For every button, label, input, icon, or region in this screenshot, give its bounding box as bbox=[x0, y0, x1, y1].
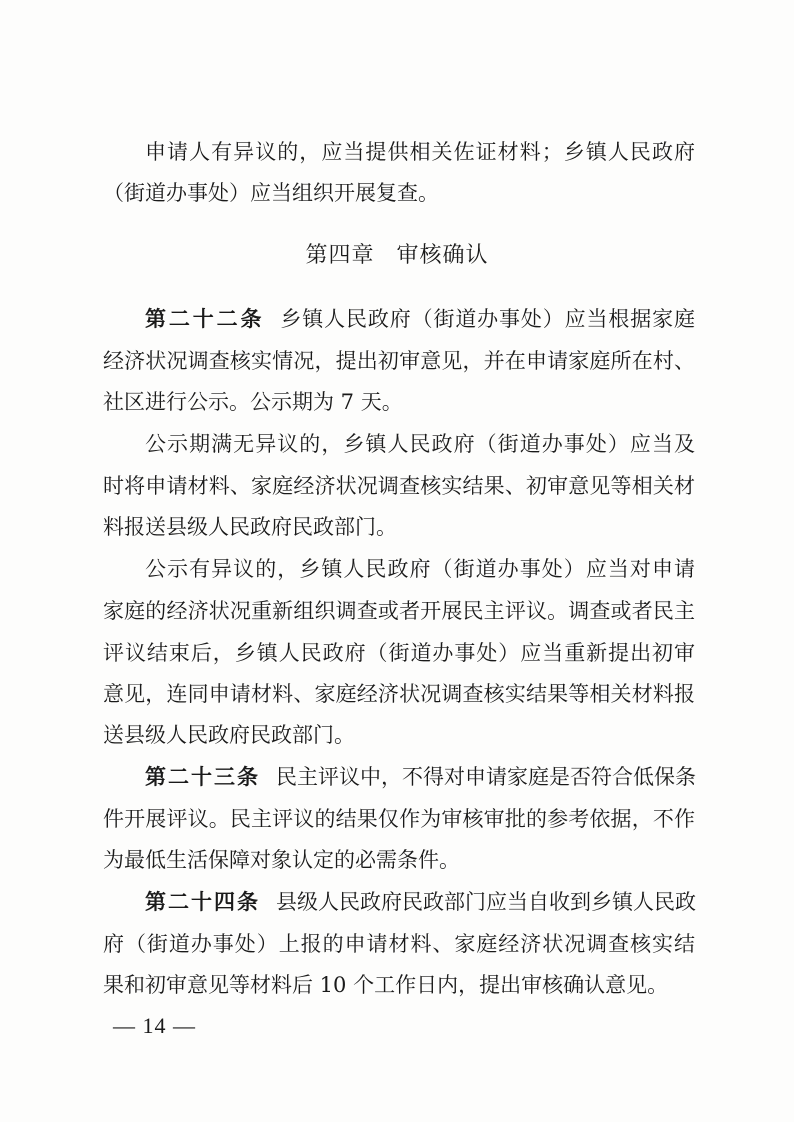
text-line: 评议结束后，乡镇人民政府（街道办事处）应当重新提出初审 bbox=[103, 641, 695, 665]
text-line: 为最低生活保障对象认定的必需条件。 bbox=[103, 848, 460, 872]
chapter-number: 第四章 bbox=[305, 243, 375, 268]
article-23-line bbox=[145, 764, 695, 790]
text-line: 公示期满无异议的，乡镇人民政府（街道办事处）应当及 bbox=[145, 432, 695, 456]
text-line: 果和初审意见等材料后 10 个工作日内，提出审核确认意见。 bbox=[103, 973, 669, 997]
text-line: 意见，连同申请材料、家庭经济状况调查核实结果等相关材料报 bbox=[103, 682, 695, 706]
text-line: 件开展评议。民主评议的结果仅作为审核审批的参考依据，不作 bbox=[103, 807, 695, 831]
article-label: 第二十四条 bbox=[145, 890, 260, 914]
text-line: 送县级人民政府民政部门。 bbox=[103, 723, 355, 747]
article-22-line bbox=[145, 306, 695, 332]
chapter-heading bbox=[0, 243, 794, 269]
page-number: — 14 — bbox=[113, 1013, 196, 1038]
text-line: 社区进行公示。公示期为 7 天。 bbox=[103, 390, 403, 414]
chapter-title: 审核确认 bbox=[396, 243, 489, 268]
article-24-line bbox=[145, 889, 695, 915]
text-line: （街道办事处）应当组织开展复查。 bbox=[103, 181, 439, 205]
article-text: 县级人民政府民政部门应当自收到乡镇人民政 bbox=[276, 890, 696, 914]
article-text: 乡镇人民政府（街道办事处）应当根据家庭 bbox=[280, 307, 696, 331]
text-line: 申请人有异议的，应当提供相关佐证材料；乡镇人民政府 bbox=[145, 140, 695, 164]
text-line: 公示有异议的，乡镇人民政府（街道办事处）应当对申请 bbox=[145, 557, 695, 581]
text-line: 料报送县级人民政府民政部门。 bbox=[103, 515, 397, 539]
text-line: 府（街道办事处）上报的申请材料、家庭经济状况调查核实结 bbox=[103, 932, 695, 956]
text-line: 时将申请材料、家庭经济状况调查核实结果、初审意见等相关材 bbox=[103, 474, 695, 498]
article-text: 民主评议中，不得对申请家庭是否符合低保条 bbox=[276, 765, 696, 789]
text-line: 经济状况调查核实情况，提出初审意见，并在申请家庭所在村、 bbox=[103, 349, 695, 373]
article-label: 第二十三条 bbox=[145, 765, 260, 789]
article-label: 第二十二条 bbox=[145, 307, 265, 331]
text-line: 家庭的经济状况重新组织调查或者开展民主评议。调查或者民主 bbox=[103, 599, 695, 623]
